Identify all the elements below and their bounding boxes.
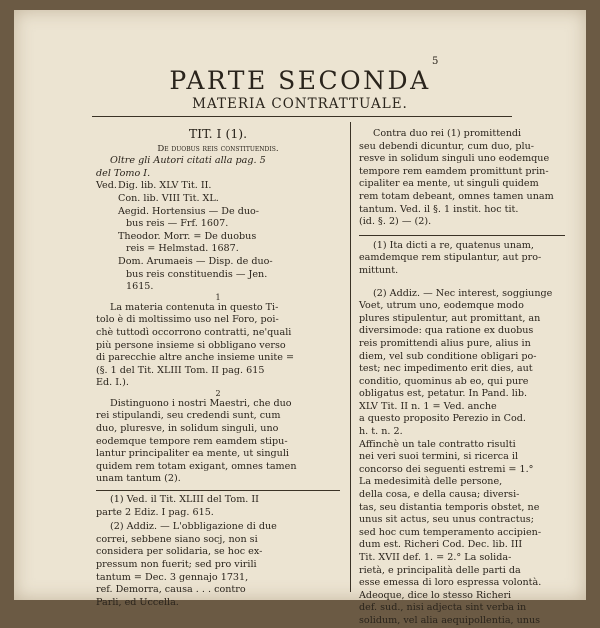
text-line: eodemque tempore rem eamdem stipu- (96, 435, 288, 447)
footnote (359, 240, 565, 278)
text-line: concorso dei seguenti estremi = 1.° (359, 463, 534, 475)
text-line: della cosa, e della causa; diversi- (359, 489, 520, 501)
intro-line: del Tomo I. (96, 167, 151, 179)
text-line: XLV Tit. II n. 1 = Ved. anche (359, 400, 497, 412)
reference-line: 1615. (126, 281, 154, 293)
text-line: diem, vel sub conditione obligari po- (359, 350, 537, 362)
text-line: mittunt. (359, 264, 399, 276)
footnote (96, 494, 340, 519)
text-line: Distinguono i nostri Maestri, che duo (110, 397, 292, 409)
reference-line: Dig. lib. XLV Tit. II. (118, 180, 212, 192)
book-page (14, 10, 586, 626)
paragraph-marker: 2 (215, 388, 221, 398)
text-line: più persone insieme si obbligano verso (96, 339, 286, 351)
reference-line: Dom. Arumaeis — Disp. de duo- (118, 255, 273, 267)
text-line: rei stipulandi, seu credendi sunt, cum (96, 410, 281, 422)
paragraph-body (96, 398, 340, 486)
title-heading: TIT. I (1). (188, 126, 248, 141)
reference-label: Ved. (96, 180, 117, 192)
reference-line: bus reis — Frf. 1607. (126, 218, 229, 230)
text-line: tolo è di moltissimo uso nel Foro, poi- (96, 314, 279, 326)
text-line: nei veri suoi termini, si ricerca il (359, 451, 519, 463)
text-line: dum est. Richeri Cod. Dec. lib. III (359, 539, 523, 551)
text-line: tas, seu distantia temporis obstet, ne (359, 501, 540, 513)
text-line: (id. §. 2) — (2). (359, 216, 432, 228)
title-rule (92, 116, 512, 117)
page-title: PARTE SECONDA (169, 66, 431, 95)
text-line: Adeoque, dice lo stesso Richeri (359, 589, 512, 601)
text-line: plures stipulentur, aut promittant, an (359, 312, 541, 324)
reference-line: Con. lib. VIII Tit. XL. (118, 192, 219, 204)
text-line: h. t. n. 2. (359, 426, 403, 438)
column-divider (350, 122, 351, 592)
intro-line: Oltre gli Autori citati alla pag. 5 (110, 155, 266, 167)
text-line: pressum non fuerit; sed pro virili (96, 559, 257, 570)
text-line: Parli, ed Uccella. (96, 596, 179, 608)
text-line: (1) Ita dicti a re, quatenus unam, (373, 239, 534, 251)
reference-item (96, 206, 340, 231)
text-line: rem totam debeant, omnes tamen unam (359, 190, 554, 202)
text-line: correi, sebbene siano socj, non si (96, 533, 258, 545)
text-line: di parecchie altre anche insieme unite = (96, 352, 295, 364)
footnote-rule (359, 235, 565, 236)
footnote-rule (96, 490, 340, 491)
text-line: (1) Ved. il Tit. XLIII del Tom. II (110, 494, 259, 506)
text-line: cipaliter ea mente, ut singuli quidem (359, 178, 539, 190)
text-line: conditio, quominus ab eo, qui pure (359, 375, 529, 387)
paragraph-marker: 1 (215, 292, 221, 302)
reference-line: Theodor. Morr. = De duobus (118, 230, 257, 242)
text-line: Voet, utrum uno, eodemque modo (359, 300, 524, 312)
text-line: Tit. XVII def. 1. = 2.° La solida- (359, 552, 512, 563)
paragraph-body (359, 128, 565, 229)
text-line: def. sud., nisi adjecta sint verba in (359, 602, 527, 614)
text-line: esse emessa di loro espressa volontà. (359, 577, 542, 589)
text-line: (2) Addiz. — L'obbligazione di due (110, 521, 277, 533)
text-line: Ed. I.). (96, 377, 129, 389)
text-line: seu debendi dicuntur, cum duo, plu- (359, 140, 535, 152)
text-line: (2) Addiz. — Nec interest, soggiunge (373, 287, 553, 299)
reference-line: Aegid. Hortensius — De duo- (118, 205, 260, 217)
right-column (359, 128, 565, 628)
reference-item (96, 180, 340, 193)
text-line: Affinchè un tale contratto risulti (359, 438, 516, 450)
page-subtitle: MATERIA CONTRATTUALE. (192, 96, 408, 112)
text-line: La medesimità delle persone, (359, 476, 503, 488)
text-line: lantur principaliter ea mente, ut singuli (96, 448, 289, 460)
text-line: tantum. Ved. il §. 1 instit. hoc tit. (359, 203, 519, 215)
text-line: sed hoc cum temperamento accipien- (359, 526, 542, 538)
text-line: La materia contenuta in questo Ti- (110, 301, 279, 313)
text-line: rietà, e principalità delle parti da (359, 564, 521, 576)
text-line: unus sit actus, seu unus contractus; (359, 514, 534, 526)
text-line: resve in solidum singuli uno eodemque (359, 153, 550, 165)
text-line: tempore rem eamdem promittunt prin- (359, 165, 549, 177)
text-line: diversimode: qua ratione ex duobus (359, 325, 534, 337)
title-heading-sub: De duobus reis constituendis. (157, 143, 279, 154)
text-line: considera per solidaria, se hoc ex- (96, 546, 263, 558)
reference-list (96, 180, 340, 293)
text-line: (§. 1 del Tit. XLIII Tom. II pag. 615 (96, 364, 265, 376)
left-column (96, 128, 340, 609)
reference-item (96, 193, 340, 206)
reference-item (96, 231, 340, 256)
text-line: test; nec impedimento erit dies, aut (359, 363, 533, 375)
text-line: eamdemque rem stipulantur, aut pro- (359, 252, 542, 264)
reference-line: reis = Helmstad. 1687. (126, 243, 239, 255)
footnote (96, 521, 340, 609)
text-line: unam tantum (2). (96, 473, 181, 485)
reference-line: bus reis constituendis — Jen. (126, 268, 268, 280)
text-line: reis promittendi alius pure, alius in (359, 337, 531, 349)
text-line: solidum, vel alia aequipollentia, unus (359, 614, 541, 626)
text-line: chè tuttodì occorrono contratti, ne'quali (96, 326, 292, 338)
text-line: tantum = Dec. 3 gennajo 1731, (96, 571, 249, 583)
page-number: 5 (432, 56, 439, 67)
reference-item (96, 256, 340, 294)
text-line: a questo proposito Perezio in Cod. (359, 413, 526, 425)
text-line: obligatus est, petatur. In Pand. lib. (359, 388, 528, 400)
text-line: quidem rem totam exigant, omnes tamen (96, 460, 297, 472)
text-line: ref. Demorra, causa . . . contro (96, 584, 246, 596)
text-line: Contra duo rei (1) promittendi (373, 128, 522, 139)
spacer (359, 278, 565, 288)
text-line: duo, pluresve, in solidum singuli, uno (96, 423, 279, 435)
footnote (359, 288, 565, 628)
text-line: parte 2 Ediz. I pag. 615. (96, 506, 214, 518)
paragraph-body (96, 302, 340, 390)
